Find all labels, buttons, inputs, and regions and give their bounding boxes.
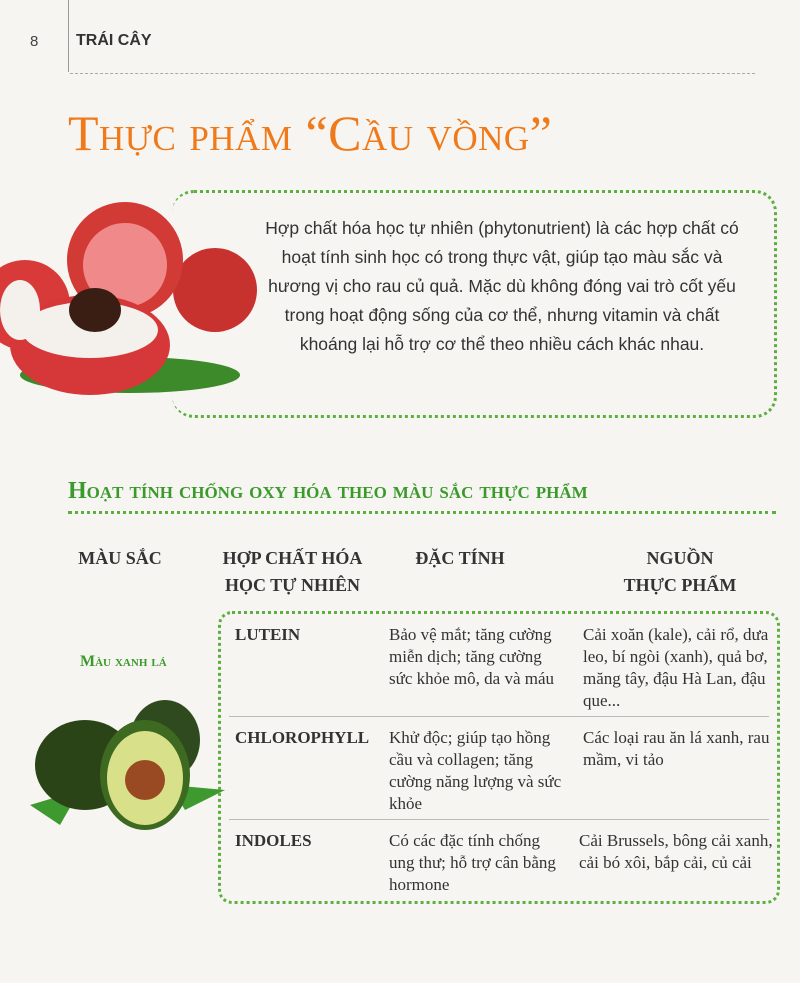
column-header-color: MÀU SẮC [78,548,162,568]
compound-source: Cải Brussels, bông cải xanh, cải bó xôi, bắp cải, củ cải [579,831,773,872]
compound-property: Có các đặc tính chống ung thư; hỗ trợ cân bằng hormone [389,831,556,894]
avocado-image [20,690,230,840]
compound-name: INDOLES [235,831,312,850]
column-header-property: ĐẶC TÍNH [415,548,505,568]
page-title: Thực phẩm “Cầu vồng” [68,105,553,161]
compound-source: Các loại rau ăn lá xanh, rau mầm, vi tảo [583,728,770,769]
compound-name: CHLOROPHYLL [235,728,370,747]
compound-source: Cải xoăn (kale), cải rổ, dưa leo, bí ngòi (xanh), quả bơ, măng tây, đậu Hà Lan, đậu que... [583,625,769,710]
table-row [229,820,773,900]
lychee-image [0,195,265,410]
table-row [229,717,769,820]
section-subtitle: Hoạt tính chống oxy hóa theo màu sắc thực phẩm [68,478,588,504]
column-header-compound: HỢP CHẤT HÓA HỌC TỰ NHIÊN [222,548,363,595]
color-group-label: Màu xanh lá [80,653,167,670]
column-header-source: NGUỒN THỰC PHẨM [623,548,737,595]
compound-table [218,611,780,904]
compound-name: LUTEIN [235,625,301,644]
section-name: TRÁI CÂY [76,32,152,49]
table-row [229,614,769,717]
subtitle-rule [68,511,776,514]
page-number: 8 [30,33,39,50]
compound-property: Khử độc; giúp tạo hồng cầu và collagen; tăng cường năng lượng và sức khỏe [389,728,562,813]
header-rule [70,73,755,74]
compound-property: Bảo vệ mắt; tăng cường miễn dịch; tăng cường sức khỏe mô, da và máu [389,625,555,688]
header-divider [68,0,69,72]
intro-paragraph: Hợp chất hóa học tự nhiên (phytonutrient) là các hợp chất có hoạt tính sinh học có trong thực vật, giúp tạo màu sắc và hương vị cho rau củ quả. Mặc dù không đóng vai trò cốt yếu trong hoạt động sống của cơ thể, nhưng vitamin và chất khoáng lại hỗ trợ cơ thể theo nhiều cách khác nhau. [265,218,739,354]
